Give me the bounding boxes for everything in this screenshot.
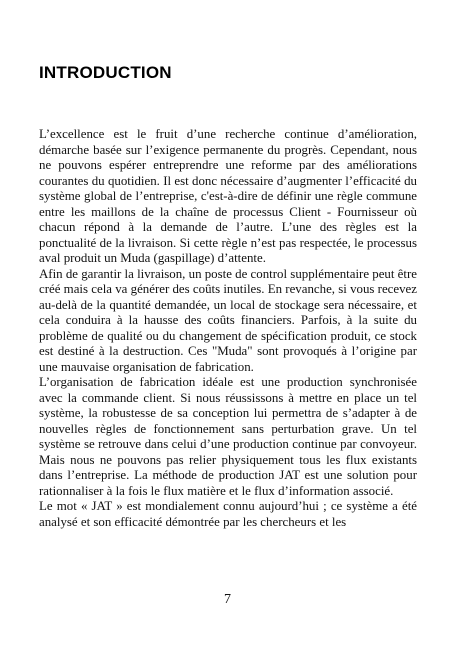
page-number: 7 bbox=[224, 592, 231, 607]
body-text bbox=[39, 127, 417, 530]
paragraph: Le mot « JAT » est mondialement connu aujourd’hui ; ce système a été analysé et son efficacité démontrée par les chercheurs et les bbox=[39, 499, 417, 529]
chapter-heading: INTRODUCTION bbox=[39, 63, 172, 82]
paragraph: Afin de garantir la livraison, un poste de control supplémentaire peut être créé mais cela va générer des coûts inutiles. En revanche, si vous recevez au-delà de la quantité demandée, un local de stockage sera nécessaire, et cela conduira à la hausse des coûts financiers. Parfois, à la suite du problème de qualité ou du changement de spécification produit, ce stock est destiné à la destruction. Ces "Muda" sont provoqués à l’origine par une mauvaise organisation de fabrication. bbox=[39, 266, 418, 374]
paragraph: L’excellence est le fruit d’une recherche continue d’amélioration, démarche basée sur l’exigence permanente du progrès. Cependant, nous ne pouvons espérer entreprendre une reforme par des améliorations courantes du quotidien. Il est donc nécessaire d’augmenter l’efficacité du système global de l’entreprise, c'est-à-dire de définir une règle commune entre les maillons de la chaîne de processus Client - Fournisseur où chacun répond à la demande de l’autre. L’une des règles est la ponctualité de la livraison. Si cette règle n’est pas respectée, le processus aval produit un Muda (gaspillage) d’attente. bbox=[39, 127, 417, 265]
paragraph: L’organisation de fabrication idéale est une production synchronisée avec la commande client. Si nous réussissons à mettre en place un tel système, la robustesse de sa conception lui permettra de s’adapter à de nouvelles règles de fonctionnement sans perturbation grave. Un tel système se retrouve dans celui d’une production continue par convoyeur. Mais nous ne pouvons pas relier physiquement tous les flux existants dans l’entreprise. La méthode de production JAT est une solution pour rationnaliser à la fois le flux matière et le flux d’information associé. bbox=[39, 375, 417, 498]
